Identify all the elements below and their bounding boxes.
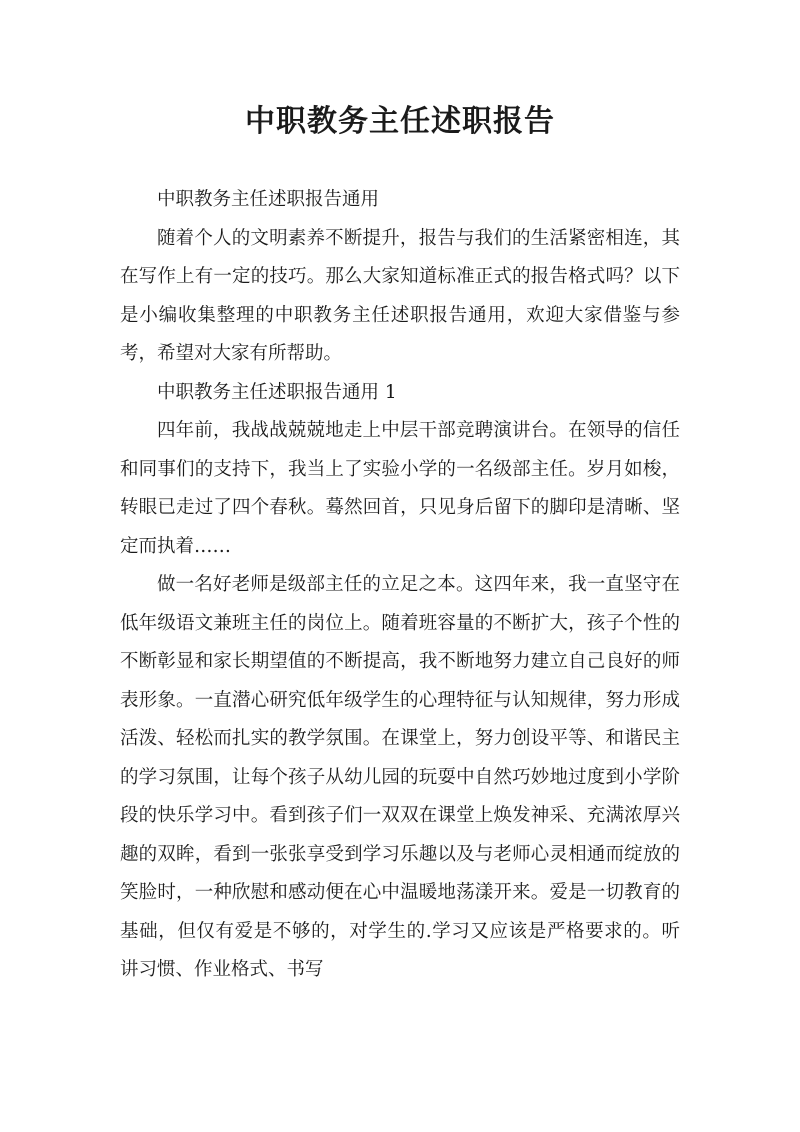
subtitle-paragraph: 中职教务主任述职报告通用 [157, 189, 380, 210]
body-paragraph: 做一名好老师是级部主任的立足之本。这四年来，我一直坚守在低年级语文兼班主任的岗位上。随着班容量的不断扩大，孩子个性的不断彰显和家长期望值的不断提高，我不断地努力建立自己良好的师表形象。一直潜心研究低年级学生的心理特征与认知规律，努力形成活泼、轻松而扎实的教学氛围。在课堂上，努力创设平等、和谐民主的学习氛围，让每个孩子从幼儿园的玩耍中自然巧妙地过度到小学阶段的快乐学习中。看到孩子们一双双在课堂上焕发神采、充满浓厚兴趣的双眸，看到一张张享受到学习乐趣以及与老师心灵相通而绽放的笑脸时，一种欣慰和感动便在心中温暖地荡漾开来。爱是一切教育的基础，但仅有爱是不够的，对学生的.学习又应该是严格要求的。听讲习惯、作业格式、书写 [120, 574, 680, 980]
document-body [120, 181, 680, 990]
body-paragraph: 四年前，我战战兢兢地走上中层干部竞聘演讲台。在领导的信任和同事们的支持下，我当上了实验小学的一名级部主任。岁月如梭，转眼已走过了四个春秋。蓦然回首，只见身后留下的脚印是清晰、坚定而执着…… [120, 420, 680, 557]
section-heading: 中职教务主任述职报告通用 1 [157, 381, 397, 403]
document-title: 中职教务主任述职报告 [245, 104, 555, 139]
intro-paragraph: 随着个人的文明素养不断提升，报告与我们的生活紧密相连，其在写作上有一定的技巧。那么大家知道标准正式的报告格式吗？以下是小编收集整理的中职教务主任述职报告通用，欢迎大家借鉴与参考，希望对大家有所帮助。 [120, 227, 680, 364]
